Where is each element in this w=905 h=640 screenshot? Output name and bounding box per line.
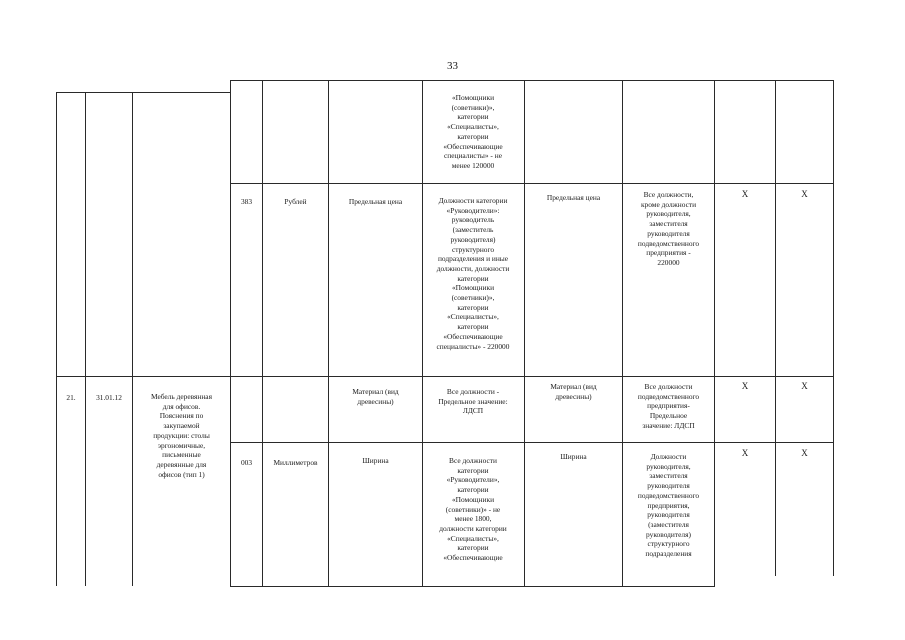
okpd-code-cell: 31.01.12	[96, 393, 122, 402]
x-mark-cell: Х	[801, 381, 808, 391]
requirements-2-cell: Все должности, кроме должности руководителя, заместителя руководителя подведомственного предприятия - 220000	[637, 190, 700, 267]
material-characteristic-2-cell: Материал (вид древесины)	[550, 382, 597, 401]
product-name-cell: Мебель деревянная для офисов. Пояснения по закупаемой продукции: столы эргономичные, письменные деревянные для офисов (тип 1)	[150, 392, 212, 479]
row-divider	[56, 92, 230, 93]
material-requirements-cell: Все должности - Предельное значение: ЛДСП	[438, 387, 508, 416]
width-requirements-2-cell: Должности руководителя, заместителя руководителя подведомственного предприятия, руководителя (заместителя руководителя) структурного подразделения	[637, 452, 700, 559]
column-divider	[85, 92, 86, 586]
width-requirements-cell: Все должности категории «Руководители», категории «Помощники (советники)» - не менее 1800, должности категории «Специалисты», категории «Обеспечивающие	[439, 456, 507, 563]
table-top-border	[230, 80, 833, 81]
column-divider	[262, 80, 263, 586]
material-requirements-2-cell: Все должности подведомственного предприятия- Предельное значение: ЛДСП	[637, 382, 700, 430]
column-divider	[775, 80, 776, 576]
material-characteristic-cell: Материал (вид древесины)	[352, 387, 399, 406]
width-characteristic-cell: Ширина	[362, 456, 389, 465]
row-divider	[230, 442, 833, 443]
continued-requirements-cell: «Помощники (советники)», категории «Специалисты», категории «Обеспечивающие специалисты» - не менее 120000	[443, 93, 503, 170]
width-code-cell: 003	[240, 458, 253, 467]
column-divider	[714, 80, 715, 586]
column-divider	[524, 80, 525, 586]
characteristic-2-cell: Предельная цена	[546, 193, 601, 202]
row-divider	[56, 376, 833, 377]
x-mark-cell: Х	[801, 189, 808, 199]
row-number-cell: 21.	[66, 393, 76, 402]
x-mark-cell: Х	[741, 381, 749, 391]
column-divider	[833, 80, 834, 576]
x-mark-cell: Х	[741, 189, 749, 199]
code-cell: 383	[240, 197, 253, 206]
x-mark-cell: Х	[801, 448, 808, 458]
width-characteristic-2-cell: Ширина	[560, 452, 587, 461]
column-divider	[132, 92, 133, 586]
column-divider	[328, 80, 329, 586]
width-unit-cell: Миллиметров	[273, 458, 318, 467]
column-divider	[56, 92, 57, 586]
table-bottom-border	[230, 586, 715, 587]
characteristic-cell: Предельная цена	[348, 197, 403, 206]
row-divider	[230, 183, 833, 184]
unit-cell: Рублей	[284, 197, 307, 206]
page-number: 33	[447, 60, 458, 72]
requirements-cell: Должности категории «Руководители»: руководитель (заместитель руководителя) структурного подразделения и иные должности, должности категории «Помощники (советники)», категории «Специалисты», категории «Обеспечивающие специалисты» - 220000	[436, 196, 510, 351]
column-divider	[230, 80, 231, 586]
x-mark-cell: Х	[741, 448, 749, 458]
